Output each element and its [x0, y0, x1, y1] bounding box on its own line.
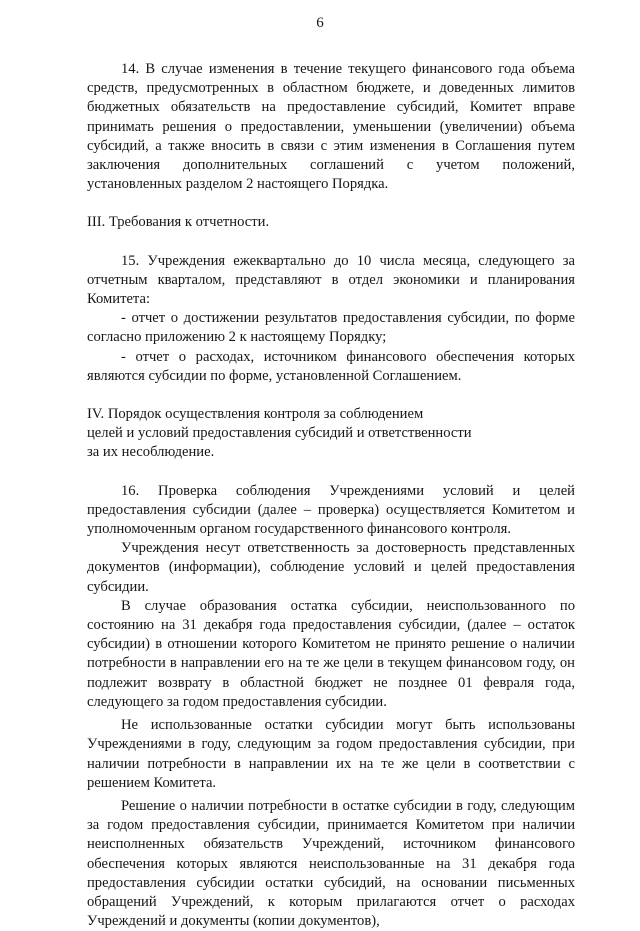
- paragraph-16: 16. Проверка соблюдения Учреждениями условий и целей предоставления субсидии (далее – проверка) осуществляется Комитетом и уполномоченным органом государственного финансового контроля.: [87, 482, 575, 538]
- paragraph-16-decision: Решение о наличии потребности в остатке субсидии в году, следующим за годом предоставления субсидии, принимается Комитетом при наличии неисполненных обязательств Учреждений, источником финансового обеспечения которых являются неиспользованные на 31 декабря года предоставления субсидии остатки субсидий, на основании письменных обращений Учреждений, к которым прилагаются отчет о расходах Учреждений и документы (копии документов),: [87, 797, 575, 930]
- paragraph-15-item-a: - отчет о достижении результатов предоставления субсидии, по форме согласно приложению 2 к настоящему Порядку;: [87, 310, 575, 346]
- spacer: [87, 194, 575, 213]
- paragraph-16-remainder-use: Не использованные остатки субсидии могут быть использованы Учреждениями в году, следующим за годом предоставления субсидии, при наличии потребности в направлении их на те же цели в соответствии с решением Комитета.: [87, 717, 575, 791]
- section-4-heading-line-2: целей и условий предоставления субсидий и ответственности: [87, 425, 472, 442]
- paragraph-16-remainder-return: В случае образования остатка субсидии, неиспользованного по состоянию на 31 декабря года предоставления субсидии, (далее – остаток субсидии) в отношении которого Комитетом не принято решение о наличии потребности в направлении его на те же цели в текущем финансовом году, он подлежит возврату в областной бюджет не позднее 01 февраля года, следующего за годом предоставления субсидии.: [87, 597, 575, 710]
- paragraph-15: 15. Учреждения ежеквартально до 10 числа месяца, следующего за отчетным кварталом, представляют в отдел экономики и планирования Комитета:: [87, 252, 575, 308]
- section-4-heading-line-1: IV. Порядок осуществления контроля за соблюдением: [87, 406, 424, 423]
- section-3-heading: III. Требования к отчетности.: [87, 214, 270, 231]
- paragraph-14: 14. В случае изменения в течение текущего финансового года объема средств, предусмотренных в областном бюджете, и доведенных лимитов бюджетных обязательств на предоставление субсидий, Комитет вправе принимать решения о предоставлении, уменьшении (увеличении) объема субсидий, а также вносить в связи с этим изменения в Соглашения путем заключения дополнительных соглашений с учетом положений, установленных разделом 2 настоящего Порядка.: [87, 61, 575, 193]
- paragraph-15-item-b: - отчет о расходах, источником финансового обеспечения которых являются субсидии по форме, установленной Соглашением.: [87, 348, 575, 384]
- section-4-heading-line-3: за их несоблюдение.: [87, 444, 215, 461]
- spacer: [87, 463, 575, 482]
- spacer: [87, 233, 575, 252]
- spacer: [87, 386, 575, 405]
- paragraph-16-responsibility: Учреждения несут ответственность за достоверность представленных документов (информации), соблюдение условий и целей предоставления субсидии.: [87, 540, 575, 595]
- page-number: 6: [316, 15, 324, 31]
- document-body: [87, 60, 575, 931]
